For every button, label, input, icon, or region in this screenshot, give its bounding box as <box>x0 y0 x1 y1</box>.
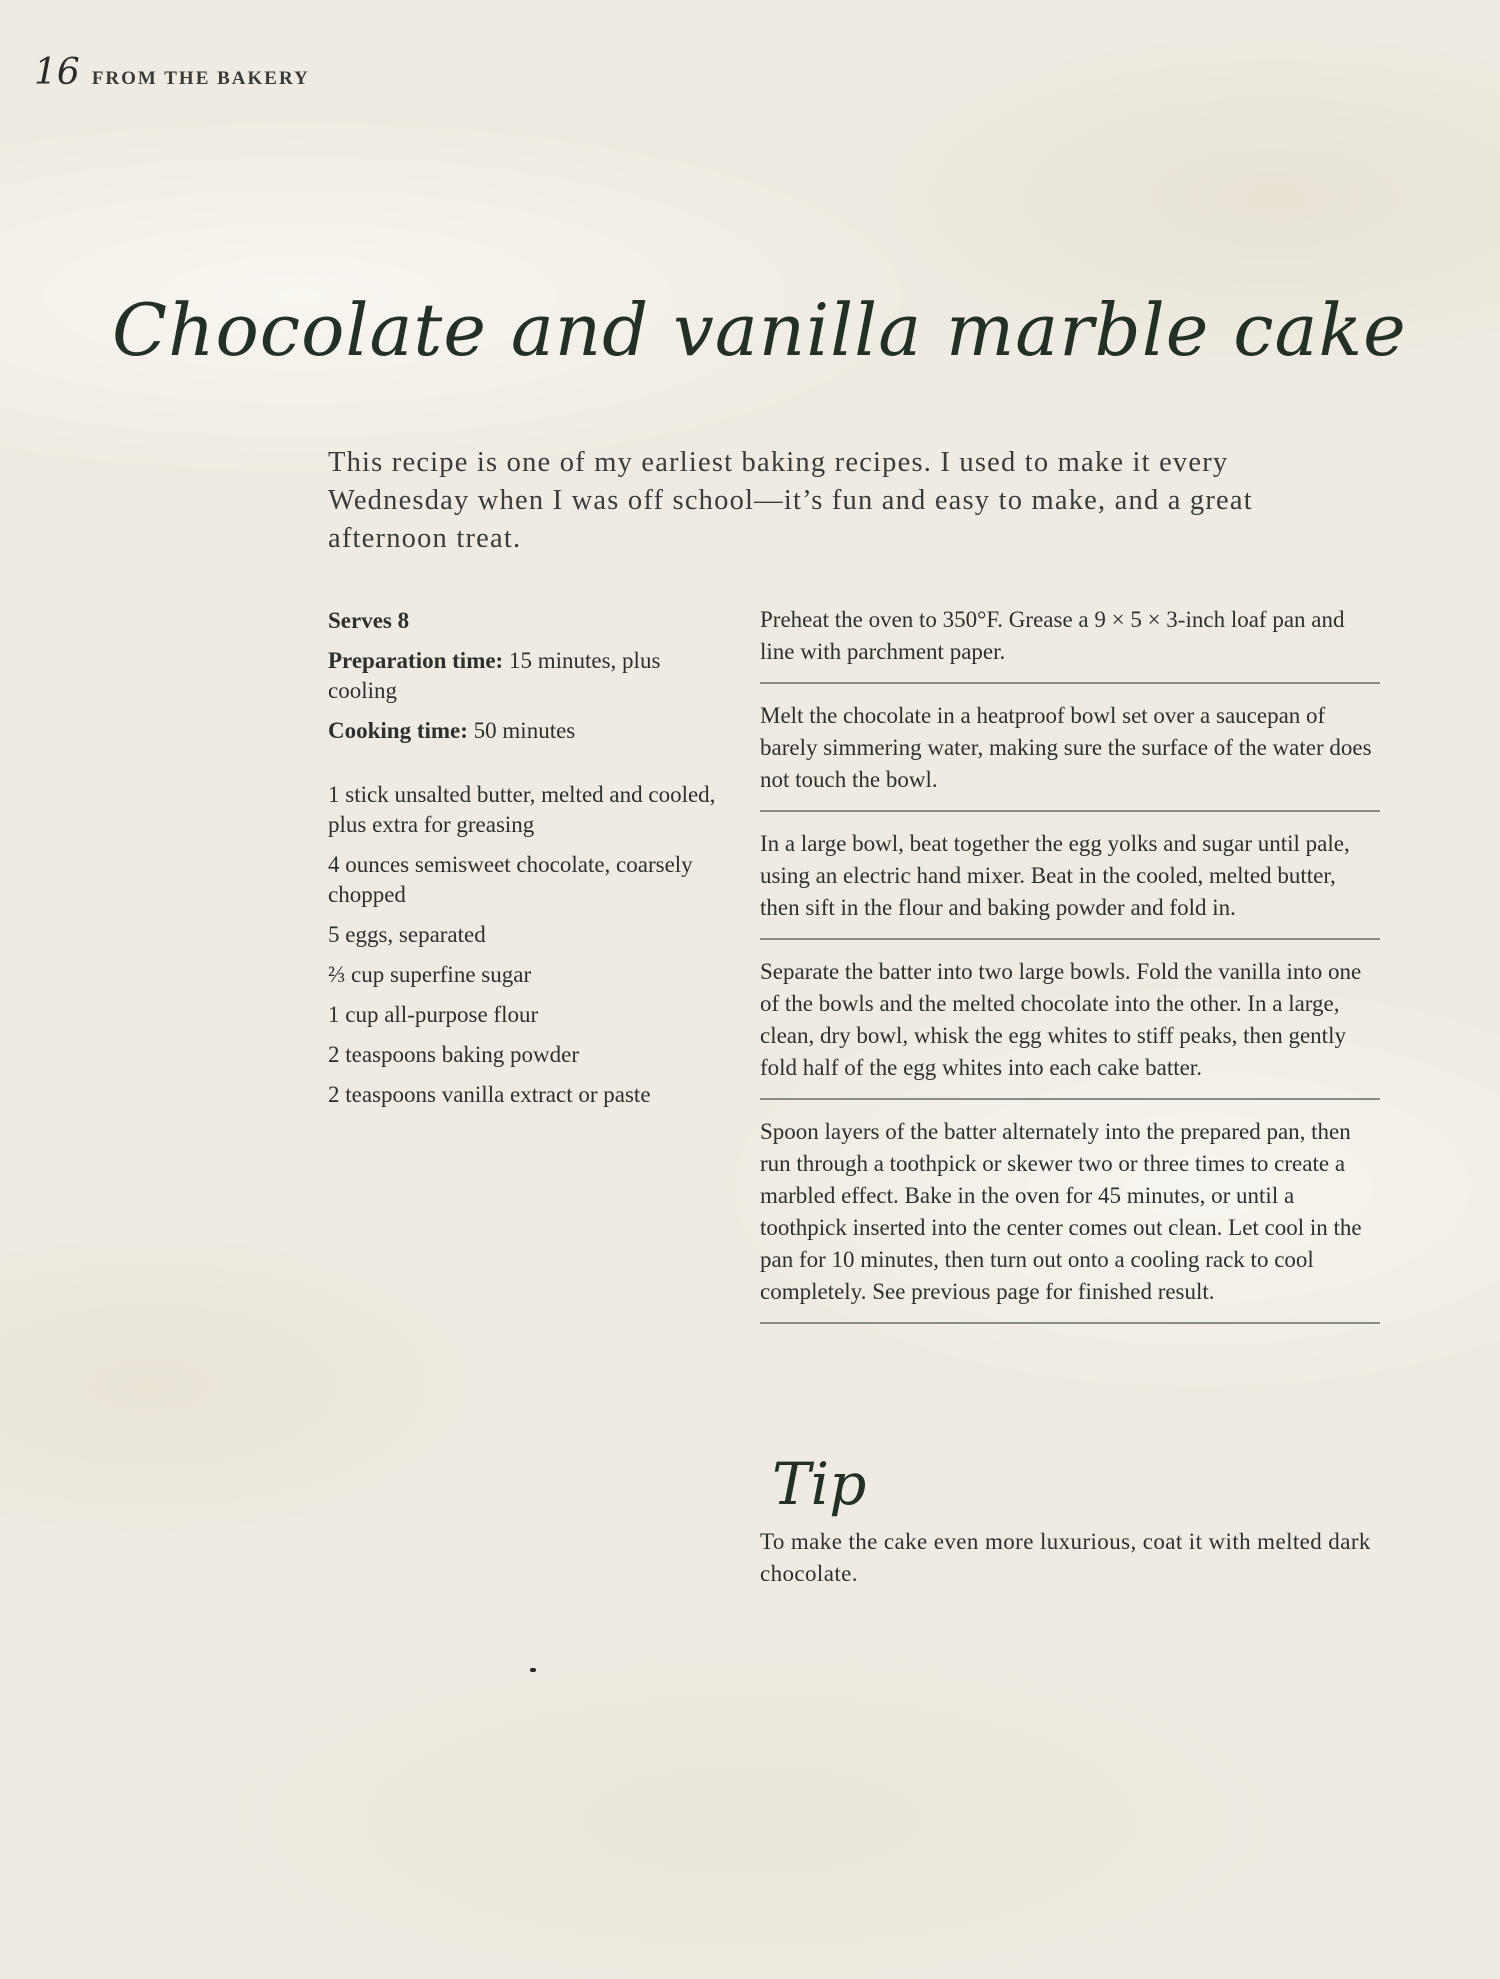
ingredient-item: 2 teaspoons vanilla extract or paste <box>328 1082 651 1107</box>
ingredient-item: 1 cup all-purpose flour <box>328 1002 539 1027</box>
ingredient-item: 4 ounces semisweet chocolate, coarsely chopped <box>328 852 693 907</box>
method-step: Spoon layers of the batter alternately into the prepared pan, then run through a toothpick or skewer two or three times to create a marbled effect. Bake in the oven for 45 minutes, or until a toothpick inserted into the center comes out clean. Let cool in the pan for 10 minutes, then turn out onto a cooling rack to cool completely. See previous page for finished result. <box>760 1116 1380 1324</box>
tip-box <box>760 1450 1380 1590</box>
method-column <box>760 604 1380 1340</box>
method-step: In a large bowl, beat together the egg yolks and sugar until pale, using an electric hand mixer. Beat in the cooled, melted butter, then sift in the flour and baking powder and fold in. <box>760 828 1380 940</box>
ingredient-item: ⅔ cup superfine sugar <box>328 962 532 987</box>
cooking-time-label: Cooking time: <box>328 718 468 743</box>
method-step: Preheat the oven to 350°F. Grease a 9 × 5 × 3-inch loaf pan and line with parchment paper. <box>760 604 1380 684</box>
ingredients-list <box>328 780 728 1110</box>
section-title: FROM THE BAKERY <box>91 68 310 89</box>
cooking-time <box>328 716 728 746</box>
tip-heading: Tip <box>772 1450 867 1518</box>
method-step: Melt the chocolate in a heatproof bowl set over a saucepan of barely simmering water, making sure the surface of the water does not touch the bowl. <box>760 700 1380 812</box>
preparation-time-value: 15 minutes, plus cooling <box>328 648 661 703</box>
ingredient-item: 2 teaspoons baking powder <box>328 1042 580 1067</box>
tip-text: To make the cake even more luxurious, coat it with melted dark chocolate. <box>760 1529 1371 1586</box>
recipe-info-column <box>328 606 728 1120</box>
page-number: 16 <box>34 52 80 93</box>
preparation-time <box>328 646 728 706</box>
ingredient-item: 5 eggs, separated <box>328 922 486 947</box>
paper-speck <box>530 1668 536 1672</box>
method-step: Separate the batter into two large bowls. Fold the vanilla into one of the bowls and the melted chocolate into the other. In a large, clean, dry bowl, whisk the egg whites to stiff peaks, then gently fold half of the egg whites into each cake batter. <box>760 956 1380 1100</box>
recipe-title: Chocolate and vanilla marble cake <box>112 288 1407 372</box>
ingredient-item: 1 stick unsalted butter, melted and cooled, plus extra for greasing <box>328 782 716 837</box>
preparation-time-label: Preparation time: <box>328 648 504 673</box>
running-header <box>34 52 310 92</box>
cooking-time-value: 50 minutes <box>473 718 576 743</box>
serves: Serves 8 <box>328 608 410 633</box>
recipe-intro: This recipe is one of my earliest baking recipes. I used to make it every Wednesday when I was off school—it’s fun and easy to make, and a great afternoon treat. <box>328 447 1253 554</box>
